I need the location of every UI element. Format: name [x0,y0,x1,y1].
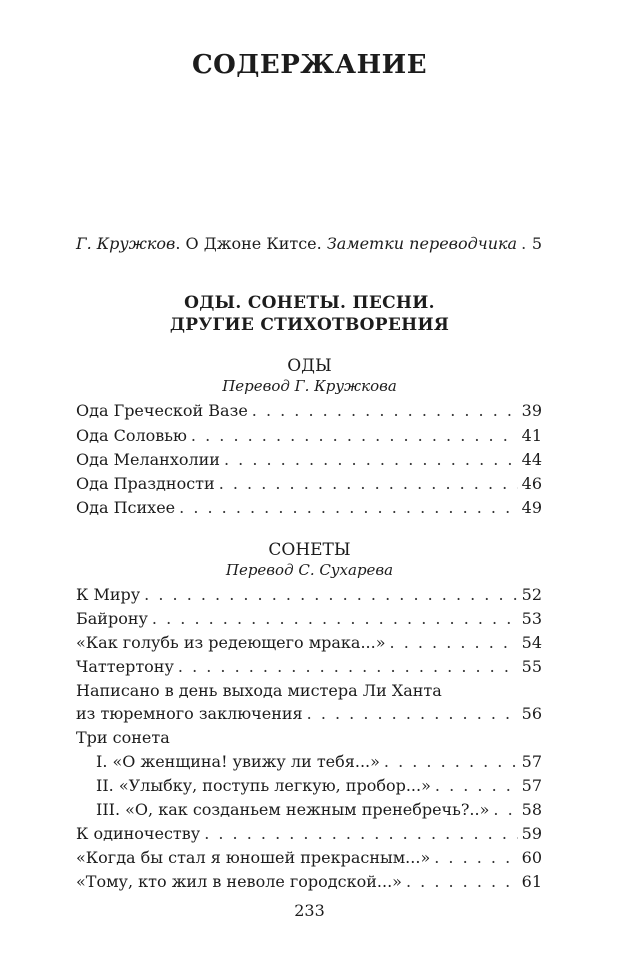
dot-leader [493,800,517,820]
toc-entry-title: Чаттертону [76,657,174,676]
toc-entry-title: III. «О, как созданьем нежным пренебречь?..» [96,800,490,819]
toc-entry-page: 39 [521,401,542,420]
section-translator-odes: Перевод Г. Кружкова [222,377,397,395]
dot-leader [219,474,518,494]
toc-entry-page: 54 [521,633,542,652]
toc-entry-title: К одиночеству [76,824,201,843]
toc-entry-title: Ода Меланхолии [76,450,220,469]
dot-leader [178,657,518,677]
toc-entry [76,824,542,844]
toc-entry [76,401,542,421]
dot-leader [252,401,518,421]
toc-entry-intro [76,234,542,254]
toc-entry-page: 5 [531,234,542,253]
toc-group-title: Три сонета [76,728,170,747]
dot-leader [384,752,518,772]
toc-entry-title-line-1: Написано в день выхода мистера Ли Ханта [76,681,442,700]
toc-entry [76,426,542,446]
dot-leader [179,498,518,518]
toc-entry [76,657,542,677]
page-number: 233 [294,901,325,920]
toc-entry-page: 57 [521,752,542,771]
toc-entry [76,872,542,892]
dot-leader [406,872,518,892]
dot-leader [191,426,518,446]
toc-entry-page: 56 [521,704,542,723]
toc-entry-title: «Как голубь из редеющего мрака...» [76,633,386,652]
toc-entry [76,450,542,470]
toc-entry-title: «Тому, кто жил в неволе городской...» [76,872,402,891]
toc-entry-title: «Когда бы стал я юношей прекрасным...» [76,848,431,867]
toc-entry-title: Г. Кружков. О Джоне Китсе. Заметки переводчика [76,234,518,253]
section-title-sonnets: СОНЕТЫ [268,540,351,560]
toc-entry [76,633,542,653]
dot-leader [152,609,518,629]
toc-entry-page: 52 [521,585,542,604]
dot-leader [144,585,517,605]
toc-entry-title: Ода Психее [76,498,176,517]
toc-entry-page: 61 [521,872,542,891]
dot-leader [204,824,517,844]
page-title: СОДЕРЖАНИЕ [191,50,428,80]
section-title-odes: ОДЫ [287,356,332,376]
toc-entry [96,776,542,796]
dot-leader [435,776,518,796]
toc-entry-title: II. «Улыбку, поступь легкую, пробор...» [96,776,431,795]
toc-entry-page: 46 [521,474,542,493]
dot-leader [224,450,518,470]
toc-entry-title: I. «О женщина! увижу ли тебя...» [96,752,380,771]
toc-entry-title: Ода Соловью [76,426,187,445]
section-translator-sonnets: Перевод С. Сухарева [225,561,394,579]
toc-entry [76,704,542,724]
toc-entry-page: 49 [521,498,542,517]
toc-entry-page: 44 [521,450,542,469]
dot-leader [521,234,528,254]
toc-entry-title: Ода Греческой Вазе [76,401,248,420]
toc-entry-page: 58 [521,800,542,819]
toc-entry-title: Ода Праздности [76,474,215,493]
toc-entry-title: из тюремного заключения [76,704,303,723]
toc-entry [76,498,542,518]
toc-entry-page: 41 [521,426,542,445]
toc-entry [76,609,542,629]
part-title-line-1: ОДЫ. СОНЕТЫ. ПЕСНИ. [184,293,435,313]
toc-entry [76,848,542,868]
part-title-line-2: ДРУГИЕ СТИХОТВОРЕНИЯ [169,315,450,335]
toc-entry [76,474,542,494]
dot-leader [307,704,518,724]
toc-entry-page: 53 [521,609,542,628]
toc-entry [96,800,542,820]
toc-entry-page: 55 [521,657,542,676]
toc-entry [96,752,542,772]
dot-leader [434,848,517,868]
toc-entry-page: 59 [521,824,542,843]
toc-entry [76,585,542,605]
toc-entry-page: 57 [521,776,542,795]
toc-entry-title: Байрону [76,609,148,628]
toc-entry-title: К Миру [76,585,141,604]
toc-entry-page: 60 [521,848,542,867]
dot-leader [390,633,518,653]
